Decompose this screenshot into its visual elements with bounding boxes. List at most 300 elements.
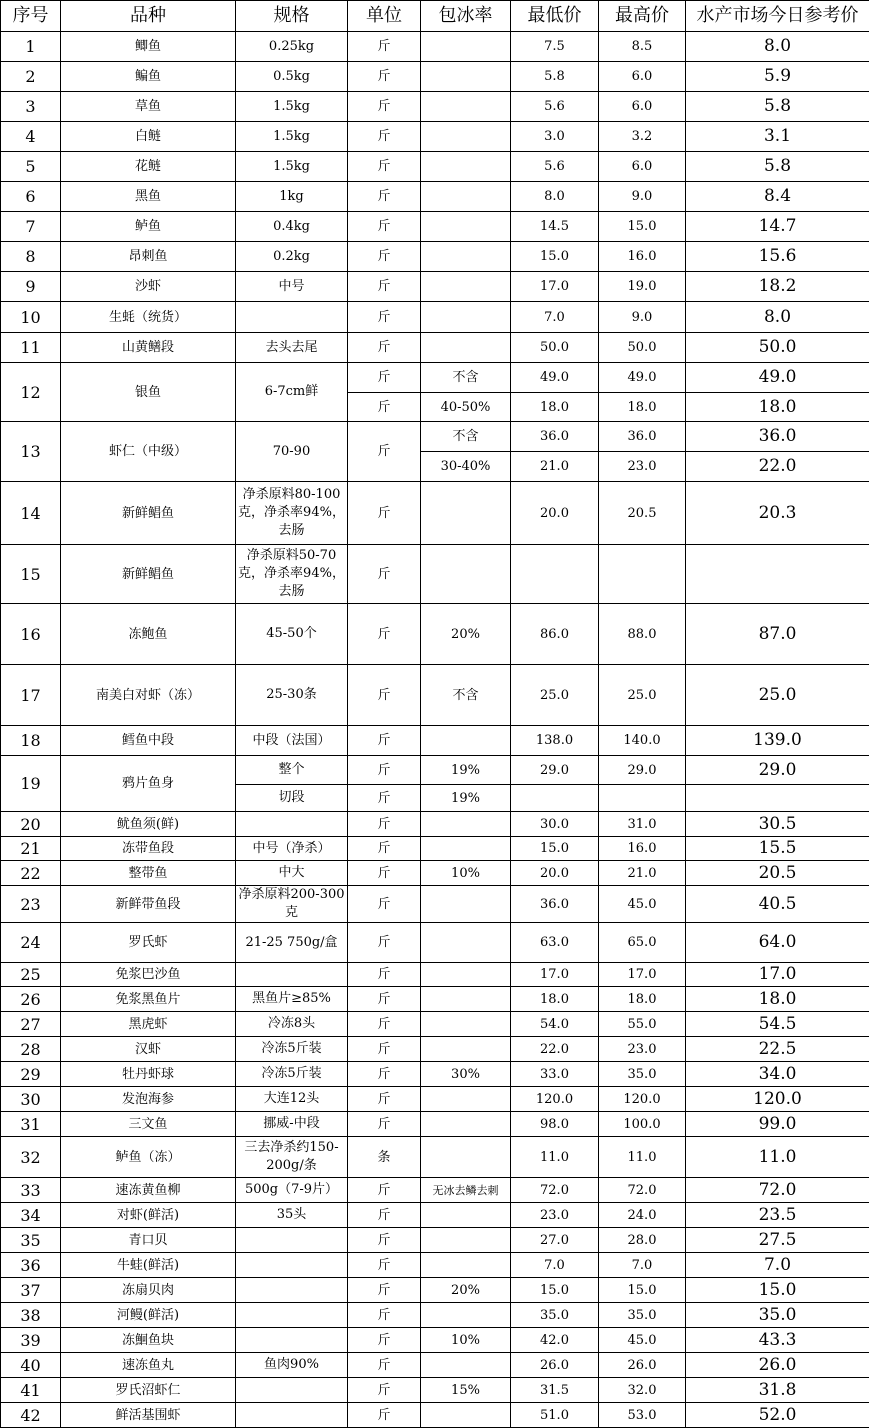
row-index: 33 [1,1178,61,1203]
high-price-cell: 45.0 [599,886,686,923]
reference-price-cell: 50.0 [686,333,869,363]
table-row [1,1137,869,1178]
spec-cell: 冷冻5斤装 [236,1037,348,1062]
variety-cell: 鱿鱼须(鲜) [61,812,236,837]
row-index: 18 [1,726,61,756]
low-price-cell: 27.0 [511,1228,599,1253]
low-price-cell: 5.8 [511,62,599,92]
ice-rate-cell: 不含 [421,665,511,726]
high-price-cell [599,545,686,604]
row-index: 22 [1,861,61,886]
high-price-cell: 49.0 [599,363,686,393]
unit-cell: 斤 [348,422,421,482]
ice-rate-cell: 19% [421,756,511,785]
row-index: 1 [1,32,61,62]
variety-cell: 免浆黑鱼片 [61,987,236,1012]
spec-cell: 0.25kg [236,32,348,62]
unit-cell: 斤 [348,665,421,726]
table-row [1,1062,869,1087]
spec-cell: 挪威-中段 [236,1112,348,1137]
spec-cell: 黑鱼片≥85% [236,987,348,1012]
variety-cell: 冻鲍鱼 [61,604,236,665]
table-row [1,122,869,152]
high-price-cell: 6.0 [599,152,686,182]
unit-cell: 斤 [348,212,421,242]
table-row [1,1378,869,1403]
reference-price-cell: 139.0 [686,726,869,756]
unit-cell: 斤 [348,812,421,837]
unit-cell: 斤 [348,272,421,302]
table-row [1,1303,869,1328]
low-price-cell: 8.0 [511,182,599,212]
row-index: 32 [1,1137,61,1178]
variety-cell: 新鲜带鱼段 [61,886,236,923]
reference-price-cell: 40.5 [686,886,869,923]
table-row [1,1328,869,1353]
low-price-cell: 15.0 [511,837,599,861]
unit-cell: 斤 [348,837,421,861]
spec-cell: 大连12头 [236,1087,348,1112]
table-row [1,604,869,665]
high-price-cell: 45.0 [599,1328,686,1353]
spec-cell: 70-90 [236,422,348,482]
ice-rate-cell: 10% [421,1328,511,1353]
row-index: 39 [1,1328,61,1353]
high-price-cell: 53.0 [599,1403,686,1428]
reference-price-cell: 27.5 [686,1228,869,1253]
ice-rate-cell [421,212,511,242]
high-price-cell: 20.5 [599,482,686,545]
table-body [1,32,869,1428]
variety-cell: 鲫鱼 [61,32,236,62]
reference-price-cell: 29.0 [686,756,869,785]
table-row [1,726,869,756]
low-price-cell: 7.0 [511,302,599,333]
unit-cell: 斤 [348,32,421,62]
unit-cell: 斤 [348,726,421,756]
table-row [1,1037,869,1062]
low-price-cell [511,785,599,812]
variety-cell: 银鱼 [61,363,236,422]
ice-rate-cell [421,987,511,1012]
variety-cell: 罗氏沼虾仁 [61,1378,236,1403]
variety-cell: 对虾(鲜活) [61,1203,236,1228]
table-row [1,923,869,963]
ice-rate-cell [421,545,511,604]
reference-price-cell: 5.9 [686,62,869,92]
row-index: 12 [1,363,61,422]
row-index: 27 [1,1012,61,1037]
ice-rate-cell [421,837,511,861]
low-price-cell: 14.5 [511,212,599,242]
row-index: 34 [1,1203,61,1228]
table-row [1,1253,869,1278]
ice-rate-cell [421,302,511,333]
variety-cell: 花鲢 [61,152,236,182]
table-row [1,1353,869,1378]
reference-price-cell: 25.0 [686,665,869,726]
unit-cell: 斤 [348,987,421,1012]
high-price-cell: 15.0 [599,1278,686,1303]
low-price-cell: 5.6 [511,152,599,182]
row-index: 31 [1,1112,61,1137]
high-price-cell: 17.0 [599,963,686,987]
spec-cell: 去头去尾 [236,333,348,363]
ice-rate-cell [421,1203,511,1228]
spec-cell [236,1253,348,1278]
unit-cell: 斤 [348,182,421,212]
high-price-cell: 23.0 [599,452,686,482]
header-row [1,1,869,32]
spec-cell: 21-25 750g/盒 [236,923,348,963]
reference-price-cell: 7.0 [686,1253,869,1278]
unit-cell: 斤 [348,1203,421,1228]
unit-cell: 斤 [348,1253,421,1278]
unit-cell: 斤 [348,1112,421,1137]
reference-price-cell: 18.2 [686,272,869,302]
table-row [1,242,869,272]
reference-price-cell: 43.3 [686,1328,869,1353]
reference-price-cell: 15.5 [686,837,869,861]
spec-cell [236,1278,348,1303]
ice-rate-cell: 15% [421,1378,511,1403]
table-row [1,482,869,545]
unit-cell: 斤 [348,604,421,665]
high-price-cell: 100.0 [599,1112,686,1137]
reference-price-cell: 18.0 [686,987,869,1012]
low-price-cell: 23.0 [511,1203,599,1228]
reference-price-cell: 23.5 [686,1203,869,1228]
ice-rate-cell [421,812,511,837]
variety-cell: 鲈鱼（冻） [61,1137,236,1178]
spec-cell: 45-50个 [236,604,348,665]
table-row [1,812,869,837]
reference-price-cell: 22.0 [686,452,869,482]
row-index: 30 [1,1087,61,1112]
low-price-cell: 11.0 [511,1137,599,1178]
spec-cell: 净杀原料50-70克，净杀率94%，去肠 [236,545,348,604]
low-price-cell: 30.0 [511,812,599,837]
variety-cell: 罗氏虾 [61,923,236,963]
low-price-cell: 54.0 [511,1012,599,1037]
reference-price-cell: 26.0 [686,1353,869,1378]
unit-cell: 斤 [348,482,421,545]
high-price-cell: 72.0 [599,1178,686,1203]
low-price-cell: 31.5 [511,1378,599,1403]
header-unit: 单位 [348,1,421,32]
variety-cell: 白鲢 [61,122,236,152]
high-price-cell: 26.0 [599,1353,686,1378]
table-row [1,1278,869,1303]
spec-cell: 500g（7-9片） [236,1178,348,1203]
reference-price-cell: 8.0 [686,302,869,333]
row-index: 29 [1,1062,61,1087]
row-index: 41 [1,1378,61,1403]
reference-price-cell: 15.0 [686,1278,869,1303]
high-price-cell: 3.2 [599,122,686,152]
low-price-cell: 7.5 [511,32,599,62]
reference-price-cell: 120.0 [686,1087,869,1112]
table-row [1,1012,869,1037]
unit-cell: 斤 [348,242,421,272]
unit-cell: 条 [348,1137,421,1178]
ice-rate-cell: 19% [421,785,511,812]
low-price-cell: 72.0 [511,1178,599,1203]
spec-cell: 25-30条 [236,665,348,726]
low-price-cell: 49.0 [511,363,599,393]
reference-price-cell [686,545,869,604]
variety-cell: 整带鱼 [61,861,236,886]
reference-price-cell: 49.0 [686,363,869,393]
reference-price-cell: 5.8 [686,92,869,122]
row-index: 28 [1,1037,61,1062]
ice-rate-cell: 40-50% [421,393,511,422]
low-price-cell: 120.0 [511,1087,599,1112]
row-index: 16 [1,604,61,665]
row-index: 42 [1,1403,61,1428]
table-row [1,1203,869,1228]
spec-cell [236,1303,348,1328]
low-price-cell: 26.0 [511,1353,599,1378]
unit-cell: 斤 [348,1278,421,1303]
reference-price-cell: 5.8 [686,152,869,182]
ice-rate-cell [421,1353,511,1378]
row-index: 26 [1,987,61,1012]
header-spec: 规格 [236,1,348,32]
high-price-cell: 9.0 [599,182,686,212]
spec-cell: 净杀原料200-300克 [236,886,348,923]
ice-rate-cell [421,963,511,987]
reference-price-cell: 35.0 [686,1303,869,1328]
spec-cell: 0.5kg [236,62,348,92]
variety-cell: 沙虾 [61,272,236,302]
spec-cell [236,302,348,333]
low-price-cell: 22.0 [511,1037,599,1062]
spec-cell: 0.4kg [236,212,348,242]
variety-cell: 鳕鱼中段 [61,726,236,756]
ice-rate-cell [421,152,511,182]
low-price-cell: 20.0 [511,482,599,545]
unit-cell: 斤 [348,1328,421,1353]
row-index: 7 [1,212,61,242]
table-row [1,363,869,393]
high-price-cell: 65.0 [599,923,686,963]
variety-cell: 青口贝 [61,1228,236,1253]
variety-cell: 冻带鱼段 [61,837,236,861]
row-index: 14 [1,482,61,545]
ice-rate-cell [421,32,511,62]
row-index: 35 [1,1228,61,1253]
high-price-cell: 18.0 [599,987,686,1012]
ice-rate-cell [421,182,511,212]
spec-cell: 中段（法国） [236,726,348,756]
spec-cell: 1.5kg [236,152,348,182]
low-price-cell: 50.0 [511,333,599,363]
unit-cell: 斤 [348,1303,421,1328]
high-price-cell: 29.0 [599,756,686,785]
ice-rate-cell: 不含 [421,363,511,393]
unit-cell: 斤 [348,1037,421,1062]
unit-cell: 斤 [348,1087,421,1112]
low-price-cell: 15.0 [511,242,599,272]
reference-price-cell: 14.7 [686,212,869,242]
variety-cell: 鸦片鱼身 [61,756,236,812]
header-low-price: 最低价 [511,1,599,32]
spec-cell: 切段 [236,785,348,812]
row-index: 37 [1,1278,61,1303]
low-price-cell: 36.0 [511,422,599,452]
spec-cell [236,812,348,837]
ice-rate-cell [421,1228,511,1253]
high-price-cell: 88.0 [599,604,686,665]
high-price-cell: 16.0 [599,242,686,272]
high-price-cell: 15.0 [599,212,686,242]
low-price-cell: 63.0 [511,923,599,963]
row-index: 13 [1,422,61,482]
unit-cell: 斤 [348,1012,421,1037]
variety-cell: 鲜活基围虾 [61,1403,236,1428]
variety-cell: 鲈鱼 [61,212,236,242]
reference-price-cell: 30.5 [686,812,869,837]
low-price-cell: 3.0 [511,122,599,152]
unit-cell: 斤 [348,1178,421,1203]
high-price-cell: 36.0 [599,422,686,452]
high-price-cell: 6.0 [599,92,686,122]
table-row [1,152,869,182]
spec-cell [236,1228,348,1253]
variety-cell: 汉虾 [61,1037,236,1062]
unit-cell: 斤 [348,122,421,152]
ice-rate-cell: 无冰去鳞去刺 [421,1178,511,1203]
ice-rate-cell: 20% [421,1278,511,1303]
unit-cell: 斤 [348,1403,421,1428]
table-row [1,302,869,333]
unit-cell: 斤 [348,302,421,333]
low-price-cell: 86.0 [511,604,599,665]
ice-rate-cell [421,482,511,545]
high-price-cell: 21.0 [599,861,686,886]
spec-cell [236,1328,348,1353]
unit-cell: 斤 [348,92,421,122]
reference-price-cell: 8.0 [686,32,869,62]
table-row [1,545,869,604]
ice-rate-cell: 30-40% [421,452,511,482]
variety-cell: 生蚝（统货） [61,302,236,333]
reference-price-cell: 17.0 [686,963,869,987]
row-index: 15 [1,545,61,604]
header-reference-price: 水产市场今日参考价 [686,1,869,32]
unit-cell: 斤 [348,861,421,886]
spec-cell: 三去净杀约150-200g/条 [236,1137,348,1178]
variety-cell: 免浆巴沙鱼 [61,963,236,987]
reference-price-cell: 99.0 [686,1112,869,1137]
variety-cell: 鳊鱼 [61,62,236,92]
table-row [1,212,869,242]
header-high-price: 最高价 [599,1,686,32]
high-price-cell: 140.0 [599,726,686,756]
variety-cell: 发泡海参 [61,1087,236,1112]
table-row [1,886,869,923]
reference-price-cell: 22.5 [686,1037,869,1062]
variety-cell: 昂刺鱼 [61,242,236,272]
reference-price-cell: 20.5 [686,861,869,886]
reference-price-cell: 64.0 [686,923,869,963]
high-price-cell: 7.0 [599,1253,686,1278]
header-ice-rate: 包冰率 [421,1,511,32]
variety-cell: 黑虎虾 [61,1012,236,1037]
high-price-cell: 28.0 [599,1228,686,1253]
spec-cell: 1.5kg [236,92,348,122]
high-price-cell: 23.0 [599,1037,686,1062]
row-index: 9 [1,272,61,302]
reference-price-cell: 8.4 [686,182,869,212]
unit-cell: 斤 [348,886,421,923]
low-price-cell: 5.6 [511,92,599,122]
row-index: 40 [1,1353,61,1378]
unit-cell: 斤 [348,363,421,393]
high-price-cell: 55.0 [599,1012,686,1037]
row-index: 11 [1,333,61,363]
unit-cell: 斤 [348,393,421,422]
unit-cell: 斤 [348,333,421,363]
reference-price-cell: 52.0 [686,1403,869,1428]
ice-rate-cell [421,1303,511,1328]
ice-rate-cell [421,886,511,923]
high-price-cell: 120.0 [599,1087,686,1112]
spec-cell: 0.2kg [236,242,348,272]
row-index: 19 [1,756,61,812]
unit-cell: 斤 [348,785,421,812]
spec-cell: 净杀原料80-100克，净杀率94%，去肠 [236,482,348,545]
variety-cell: 牡丹虾球 [61,1062,236,1087]
spec-cell [236,1403,348,1428]
variety-cell: 三文鱼 [61,1112,236,1137]
variety-cell: 河鳗(鲜活) [61,1303,236,1328]
row-index: 17 [1,665,61,726]
reference-price-cell: 3.1 [686,122,869,152]
variety-cell: 新鲜鲳鱼 [61,545,236,604]
high-price-cell: 24.0 [599,1203,686,1228]
low-price-cell: 33.0 [511,1062,599,1087]
header-index: 序号 [1,1,61,32]
ice-rate-cell [421,272,511,302]
high-price-cell: 35.0 [599,1062,686,1087]
variety-cell: 黑鱼 [61,182,236,212]
high-price-cell: 11.0 [599,1137,686,1178]
unit-cell: 斤 [348,1228,421,1253]
unit-cell: 斤 [348,1378,421,1403]
low-price-cell: 51.0 [511,1403,599,1428]
low-price-cell: 17.0 [511,963,599,987]
spec-cell: 冷冻5斤装 [236,1062,348,1087]
table-row [1,333,869,363]
low-price-cell: 138.0 [511,726,599,756]
variety-cell: 南美白对虾（冻） [61,665,236,726]
ice-rate-cell [421,726,511,756]
high-price-cell: 16.0 [599,837,686,861]
variety-cell: 冻鮰鱼块 [61,1328,236,1353]
unit-cell: 斤 [348,152,421,182]
ice-rate-cell [421,1087,511,1112]
variety-cell: 草鱼 [61,92,236,122]
row-index: 5 [1,152,61,182]
variety-cell: 冻扇贝肉 [61,1278,236,1303]
reference-price-cell: 87.0 [686,604,869,665]
ice-rate-cell: 10% [421,861,511,886]
low-price-cell: 35.0 [511,1303,599,1328]
spec-cell: 中大 [236,861,348,886]
reference-price-cell: 72.0 [686,1178,869,1203]
